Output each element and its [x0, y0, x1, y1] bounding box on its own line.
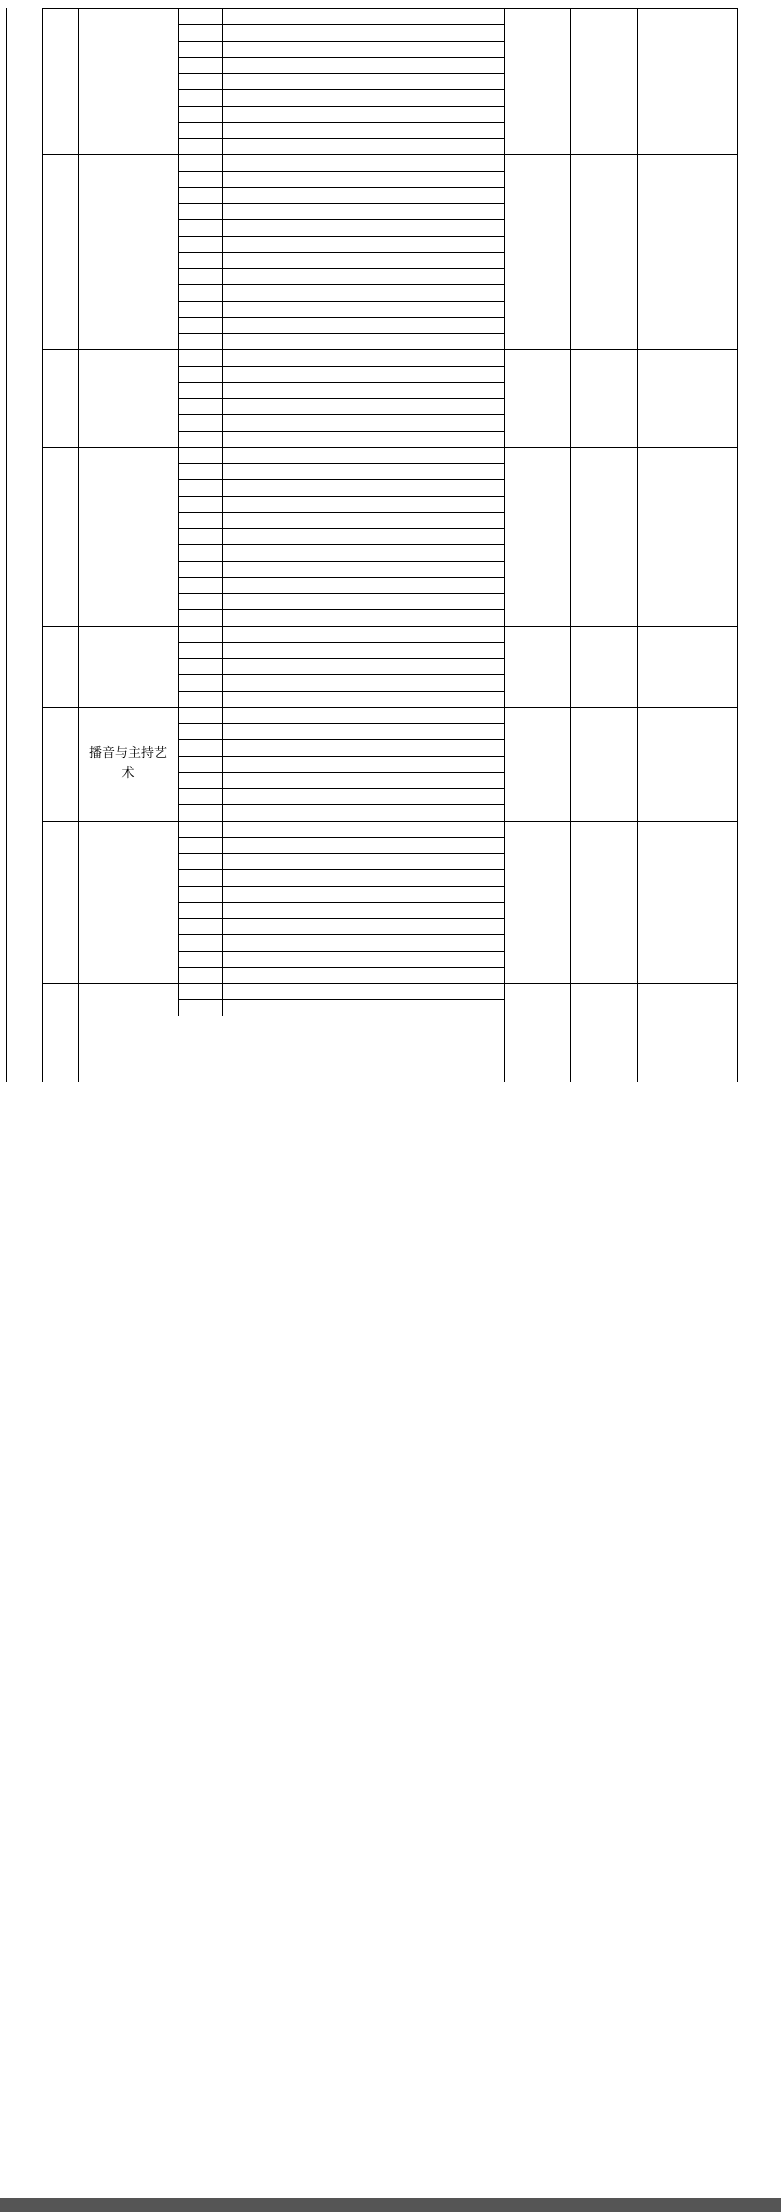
group-rule — [42, 447, 178, 448]
item-row-rule — [178, 593, 505, 594]
item-row-rule — [178, 138, 505, 139]
group-rule — [42, 626, 178, 627]
item-row-rule — [178, 528, 505, 529]
item-row-rule — [178, 73, 505, 74]
item-row-rule — [178, 24, 505, 25]
item-row-rule — [178, 122, 505, 123]
item-row-rule — [178, 788, 505, 789]
group-rule — [42, 349, 178, 350]
item-row-rule — [178, 902, 505, 903]
item-row-rule — [178, 837, 505, 838]
item-row-rule — [178, 252, 505, 253]
group-rule — [504, 626, 738, 627]
item-row-rule — [178, 544, 505, 545]
item-row-rule — [178, 301, 505, 302]
item-row-rule — [178, 658, 505, 659]
item-row-rule — [178, 431, 505, 432]
group-rule — [504, 447, 738, 448]
item-row-rule — [178, 626, 505, 627]
major-name-line: 术 — [121, 765, 135, 781]
item-row-rule — [178, 171, 505, 172]
item-row-rule — [178, 804, 505, 805]
group-rule — [504, 821, 738, 822]
group-rule — [42, 983, 178, 984]
item-row-rule — [178, 154, 505, 155]
group-rule — [42, 154, 178, 155]
item-row-rule — [178, 268, 505, 269]
item-row-rule — [178, 561, 505, 562]
item-row-rule — [178, 57, 505, 58]
item-row-rule — [178, 187, 505, 188]
item-row-rule — [178, 756, 505, 757]
item-row-rule — [178, 333, 505, 334]
item-row-rule — [178, 609, 505, 610]
group-rule — [504, 8, 738, 9]
column-rule — [570, 8, 571, 1082]
item-row-rule — [178, 203, 505, 204]
item-row-rule — [178, 723, 505, 724]
watermark-backdrop — [588, 1588, 781, 1658]
item-row-rule — [178, 219, 505, 220]
item-row-rule — [178, 89, 505, 90]
item-row-rule — [178, 821, 505, 822]
column-rule — [42, 8, 43, 1082]
item-row-rule — [178, 366, 505, 367]
item-row-rule — [178, 398, 505, 399]
item-row-rule — [178, 918, 505, 919]
group-rule — [504, 983, 738, 984]
item-row-rule — [178, 674, 505, 675]
item-row-rule — [178, 496, 505, 497]
item-row-rule — [178, 707, 505, 708]
item-row-rule — [178, 967, 505, 968]
page-break-bar — [0, 2198, 781, 2212]
item-row-rule — [178, 886, 505, 887]
item-row-rule — [178, 934, 505, 935]
group-rule — [504, 707, 738, 708]
item-row-rule — [178, 317, 505, 318]
group-rule — [42, 707, 178, 708]
item-row-rule — [178, 691, 505, 692]
group-rule — [504, 154, 738, 155]
column-rule — [737, 8, 738, 1082]
item-row-rule — [178, 236, 505, 237]
item-row-rule — [178, 983, 505, 984]
column-rule — [637, 8, 638, 1082]
item-row-rule — [178, 447, 505, 448]
item-row-rule — [178, 382, 505, 383]
item-row-rule — [178, 577, 505, 578]
page-break — [0, 1088, 781, 1128]
column-rule — [6, 8, 7, 1082]
item-row-rule — [178, 479, 505, 480]
item-row-rule — [178, 512, 505, 513]
item-row-rule — [178, 951, 505, 952]
item-row-rule — [178, 999, 505, 1000]
major-name-line: 播音与主持艺 — [88, 745, 167, 761]
item-row-rule — [178, 41, 505, 42]
item-row-rule — [178, 349, 505, 350]
item-row-rule — [178, 869, 505, 870]
footnote — [8, 1600, 608, 1658]
column-rule — [78, 8, 79, 1082]
item-row-rule — [178, 284, 505, 285]
item-row-rule — [178, 414, 505, 415]
group-rule — [42, 821, 178, 822]
item-row-rule — [178, 106, 505, 107]
group-rule — [42, 8, 178, 9]
item-row-rule — [178, 853, 505, 854]
item-row-rule — [178, 463, 505, 464]
item-row-rule — [178, 8, 505, 9]
item-row-rule — [178, 642, 505, 643]
item-row-rule — [178, 772, 505, 773]
group-rule — [504, 349, 738, 350]
item-row-rule — [178, 739, 505, 740]
